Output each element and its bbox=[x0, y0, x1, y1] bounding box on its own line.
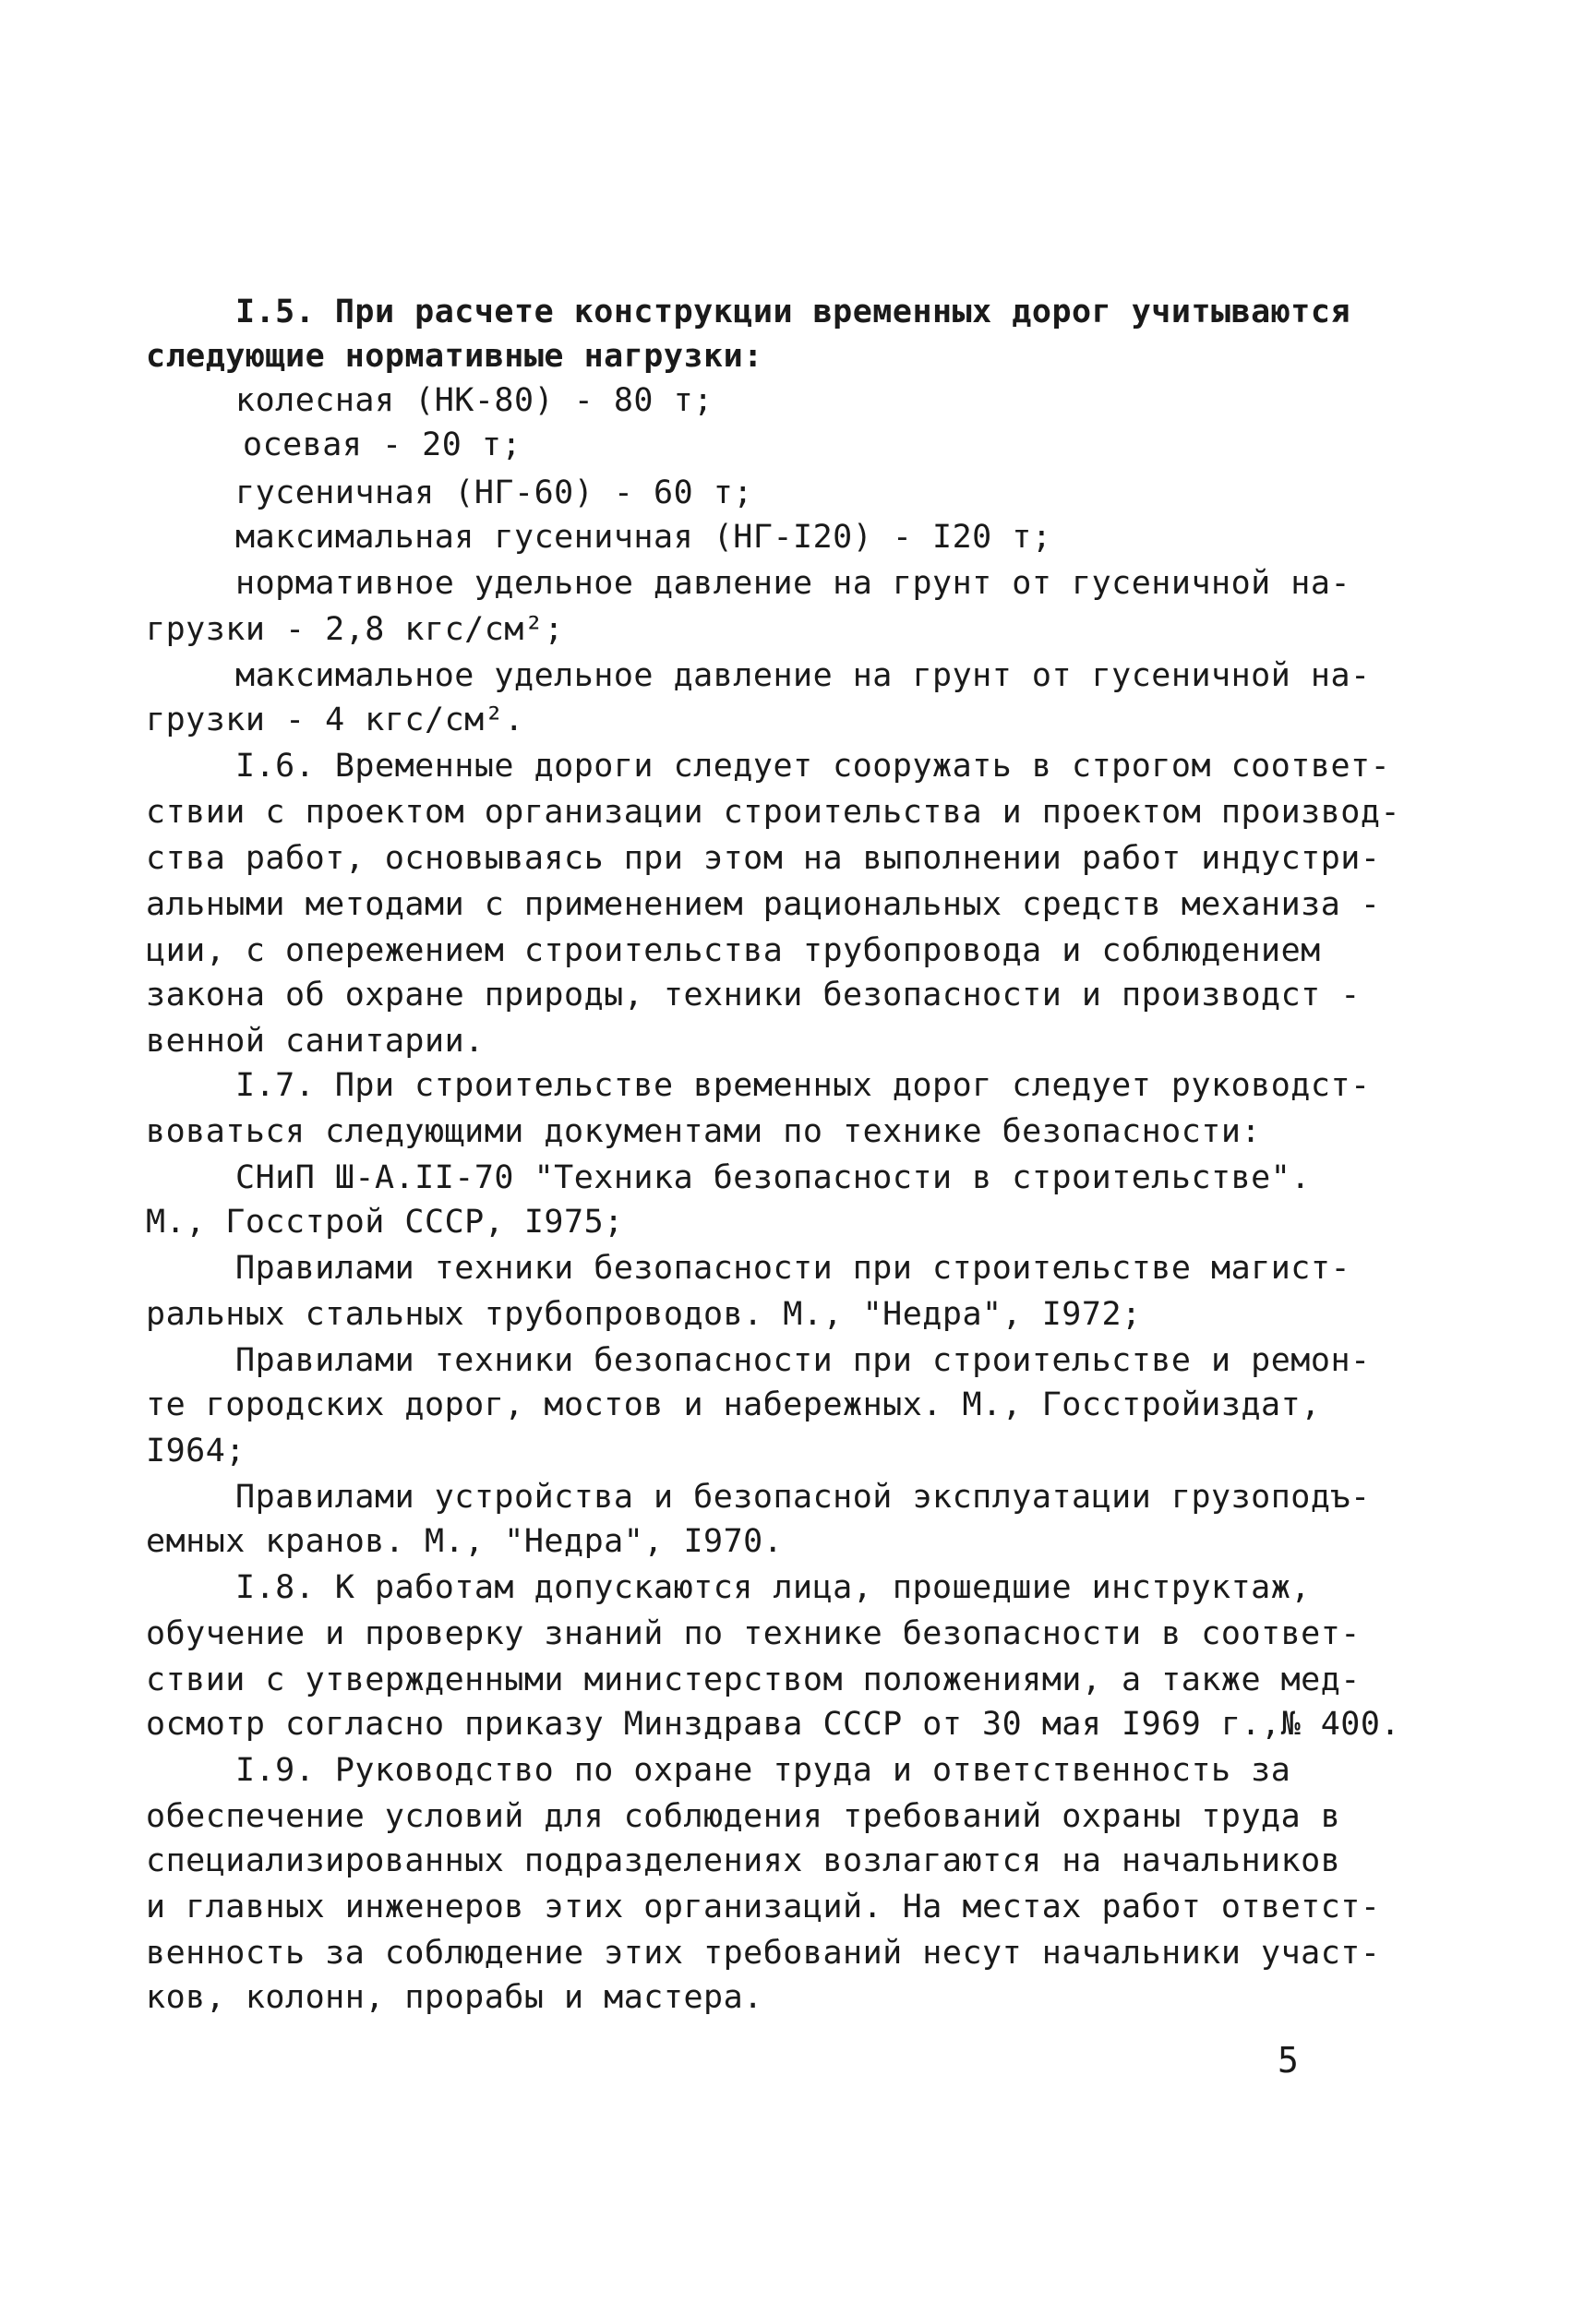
text-line: ства работ, основываясь при этом на выполнении работ индустри- bbox=[146, 840, 1381, 877]
text-line: венность за соблюдение этих требований несут начальники участ- bbox=[146, 1935, 1381, 1972]
text-line: обучение и проверку знаний по технике безопасности в соответ- bbox=[146, 1615, 1361, 1652]
page-number: 5 bbox=[1278, 2040, 1299, 2081]
clause-1-9-line: I.9. Руководство по охране труда и ответственность за bbox=[235, 1752, 1291, 1789]
text-line: грузки - 4 кгс/см². bbox=[146, 702, 524, 738]
text-line: гусеничная (НГ-60) - 60 т; bbox=[235, 474, 753, 511]
text-line: осмотр согласно приказу Минздрава СССР от 30 мая I969 г.,№ 400. bbox=[146, 1706, 1401, 1743]
text-line: те городских дорог, мостов и набережных. М., Госстройиздат, bbox=[146, 1386, 1321, 1423]
text-line: ральных стальных трубопроводов. М., "Недра", I972; bbox=[146, 1296, 1142, 1333]
text-line: Правилами техники безопасности при строительстве магист- bbox=[235, 1250, 1351, 1287]
text-line: и главных инженеров этих организаций. На местах работ ответст- bbox=[146, 1889, 1381, 1925]
text-line: ции, с опережением строительства трубопровода и соблюдением bbox=[146, 932, 1321, 969]
text-line: венной санитарии. bbox=[146, 1023, 485, 1060]
text-line: ствии с проектом организации строительства и проектом производ- bbox=[146, 794, 1401, 831]
text-line: максимальная гусеничная (НГ-I20) - I20 т; bbox=[235, 519, 1052, 556]
clause-1-5-line: I.5. При расчете конструкции временных дорог учитываются bbox=[235, 294, 1351, 330]
text-line: обеспечение условий для соблюдения требований охраны труда в bbox=[146, 1798, 1341, 1835]
clause-1-7-line: I.7. При строительстве временных дорог следует руководст- bbox=[235, 1067, 1371, 1104]
clause-1-6-line: I.6. Временные дороги следует сооружать в строгом соответ- bbox=[235, 748, 1391, 785]
text-line: М., Госстрой СССР, I975; bbox=[146, 1204, 624, 1241]
text-line: нормативное удельное давление на грунт от гусеничной на- bbox=[235, 565, 1351, 602]
text-line: Правилами техники безопасности при строительстве и ремон- bbox=[235, 1342, 1371, 1379]
text-line: ков, колонн, прорабы и мастера. bbox=[146, 1979, 763, 2016]
text-line: осевая - 20 т; bbox=[243, 426, 522, 463]
text-line: I964; bbox=[146, 1433, 246, 1469]
text-line: емных кранов. М., "Недра", I970. bbox=[146, 1523, 784, 1560]
text-line: Правилами устройства и безопасной эксплуатации грузоподъ- bbox=[235, 1479, 1371, 1516]
text-line: грузки - 2,8 кгс/см²; bbox=[146, 611, 565, 648]
text-line: колесная (НК-80) - 80 т; bbox=[235, 382, 714, 419]
text-line: следующие нормативные нагрузки: bbox=[146, 338, 763, 375]
text-line: максимальное удельное давление на грунт от гусеничной на- bbox=[235, 657, 1371, 694]
text-line: альными методами с применением рациональных средств механиза - bbox=[146, 886, 1381, 923]
clause-1-8-line: I.8. К работам допускаются лица, прошедшие инструктаж, bbox=[235, 1569, 1311, 1606]
text-line: СНиП Ш-А.II-70 "Техника безопасности в строительстве". bbox=[235, 1159, 1311, 1196]
text-line: воваться следующими документами по технике безопасности: bbox=[146, 1113, 1262, 1150]
text-line: ствии с утвержденными министерством положениями, а также мед- bbox=[146, 1661, 1361, 1698]
text-line: специализированных подразделениях возлагаются на начальников bbox=[146, 1842, 1341, 1879]
text-line: закона об охране природы, техники безопасности и производст - bbox=[146, 977, 1361, 1014]
